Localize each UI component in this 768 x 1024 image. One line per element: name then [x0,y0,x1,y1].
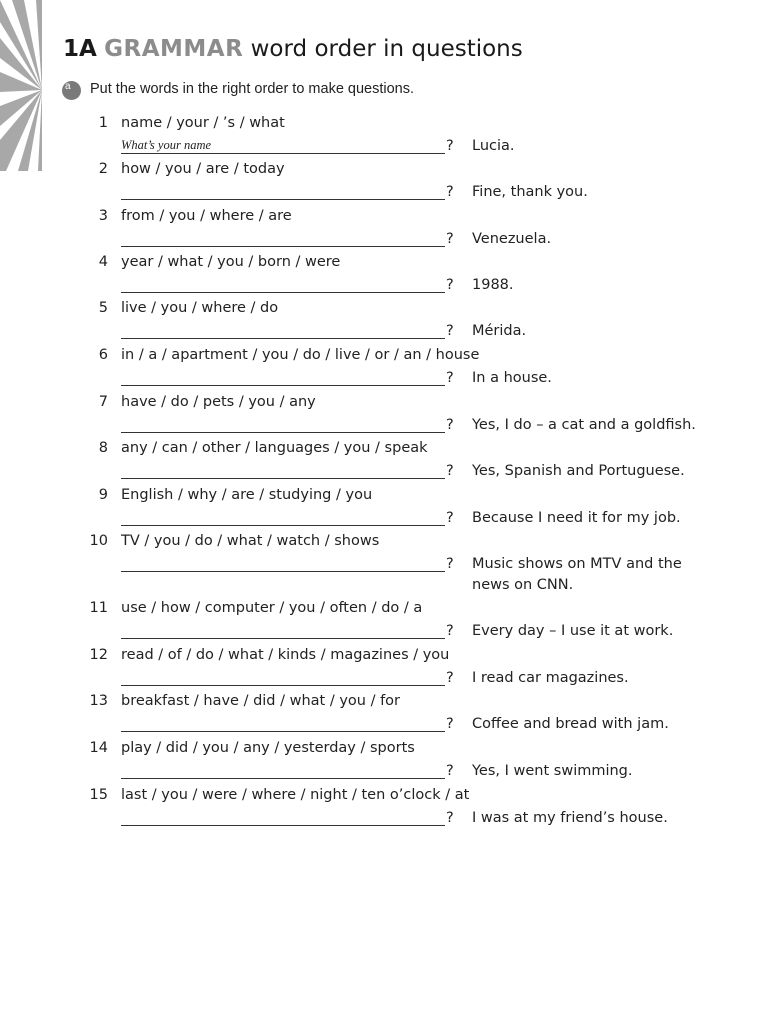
jumbled-words: use / how / computer / you / often / do / a [121,600,423,616]
question-mark: ? [446,716,454,732]
jumbled-words: read / of / do / what / kinds / magazines / you [121,647,450,663]
exercise-badge: a [62,81,81,100]
jumbled-words: last / you / were / where / night / ten o’clock / at [121,787,470,803]
response-text: Yes, I do – a cat and a goldfish. [472,417,696,433]
jumbled-words: any / can / other / languages / you / speak [121,440,428,456]
unit-number: 1A [63,36,97,62]
item-number: 6 [98,347,108,363]
jumbled-words: have / do / pets / you / any [121,394,316,410]
response-text: Yes, I went swimming. [472,763,633,779]
answer-line[interactable] [121,338,445,339]
question-item [0,298,768,342]
question-item [0,438,768,482]
answer-line[interactable] [121,199,445,200]
response-text: Because I need it for my job. [472,510,681,526]
question-item [0,691,768,735]
response-text: I read car magazines. [472,670,629,686]
question-mark: ? [446,138,454,154]
item-number: 5 [98,300,108,316]
item-number: 8 [98,440,108,456]
question-mark: ? [446,323,454,339]
item-number: 7 [98,394,108,410]
question-item [0,206,768,250]
question-item [0,113,768,157]
answer-line[interactable] [121,478,445,479]
response-text: Mérida. [472,323,527,339]
question-mark: ? [446,370,454,386]
question-mark: ? [446,556,454,572]
instruction-text: Put the words in the right order to make questions. [90,81,415,97]
page-title [63,34,523,64]
response-text: Every day – I use it at work. [472,623,674,639]
question-mark: ? [446,623,454,639]
question-mark: ? [446,810,454,826]
question-item [0,252,768,296]
question-item [0,598,768,642]
topic-label: word order in questions [250,36,523,62]
answer-line[interactable] [121,571,445,572]
question-item [0,531,768,593]
response-text: Venezuela. [472,231,552,247]
item-number: 9 [98,487,108,503]
question-item [0,645,768,689]
section-label: GRAMMAR [104,36,244,62]
answer-line[interactable] [121,525,445,526]
question-mark: ? [446,510,454,526]
question-item [0,392,768,436]
response-text: Yes, Spanish and Portuguese. [472,463,685,479]
item-number: 13 [89,693,108,709]
jumbled-words: breakfast / have / did / what / you / for [121,693,401,709]
answer-line[interactable] [121,385,445,386]
item-number: 10 [89,533,108,549]
item-number: 3 [98,208,108,224]
answer-line[interactable] [121,292,445,293]
item-number: 4 [98,254,108,270]
response-text: Fine, thank you. [472,184,588,200]
question-item [0,345,768,389]
answer-line[interactable] [121,246,445,247]
response-text: 1988. [472,277,514,293]
question-item [0,485,768,529]
jumbled-words: how / you / are / today [121,161,285,177]
jumbled-words: from / you / where / are [121,208,292,224]
question-mark: ? [446,417,454,433]
answer-line[interactable] [121,778,445,779]
question-mark: ? [446,231,454,247]
jumbled-words: TV / you / do / what / watch / shows [121,533,380,549]
example-answer: What’s your name [121,138,212,152]
response-text: Music shows on MTV and the news on CNN. [472,556,682,593]
answer-line[interactable] [121,825,445,826]
jumbled-words: in / a / apartment / you / do / live / or / an / house [121,347,480,363]
question-mark: ? [446,763,454,779]
item-number: 12 [89,647,108,663]
jumbled-words: name / your / ’s / what [121,115,285,131]
jumbled-words: play / did / you / any / yesterday / sports [121,740,415,756]
item-number: 14 [89,740,108,756]
answer-line[interactable] [121,432,445,433]
question-item [0,159,768,203]
jumbled-words: year / what / you / born / were [121,254,341,270]
response-text: I was at my friend’s house. [472,810,668,826]
question-mark: ? [446,670,454,686]
answer-line[interactable] [121,153,445,154]
question-item [0,738,768,782]
question-mark: ? [446,277,454,293]
item-number: 11 [89,600,108,616]
item-number: 15 [89,787,108,803]
response-text: In a house. [472,370,552,386]
jumbled-words: English / why / are / studying / you [121,487,373,503]
item-number: 2 [98,161,108,177]
answer-line[interactable] [121,731,445,732]
question-mark: ? [446,463,454,479]
response-text: Lucia. [472,138,515,154]
question-item [0,785,768,829]
answer-line[interactable] [121,685,445,686]
answer-line[interactable] [121,638,445,639]
item-number: 1 [98,115,108,131]
question-mark: ? [446,184,454,200]
response-text: Coffee and bread with jam. [472,716,669,732]
jumbled-words: live / you / where / do [121,300,279,316]
